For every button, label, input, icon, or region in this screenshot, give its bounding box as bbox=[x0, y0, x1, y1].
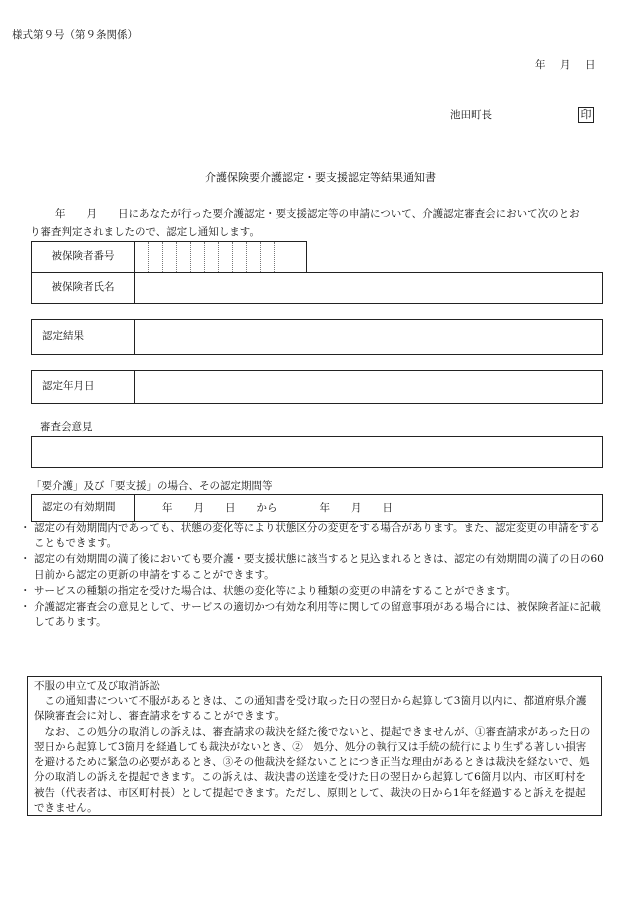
certification-date-label: 認定年月日 bbox=[32, 371, 135, 403]
committee-opinion-box[interactable] bbox=[31, 436, 603, 468]
list-item: ・ 認定の有効期間の満了後においても要介護・要支援状態に該当すると見込まれるときは、認定の有効期間の満了の日の60日前から認定の更新の申請をすることができます。 bbox=[24, 552, 609, 582]
appeal-heading: 不服の申立て及び取消訴訟 bbox=[34, 680, 160, 692]
insured-number-row bbox=[31, 241, 307, 273]
certification-result-label: 認定結果 bbox=[32, 320, 135, 354]
intro-line-1: 年 月 日にあなたが行った要介護認定・要支援認定等の申請について、介護認定審査会において次のとお bbox=[55, 208, 580, 220]
insured-number-label: 被保険者番号 bbox=[32, 242, 135, 272]
validity-period-value: 年 月 日 から 年 月 日 bbox=[162, 502, 393, 514]
certification-date-row[interactable] bbox=[31, 370, 603, 404]
notes-list bbox=[24, 521, 609, 632]
certification-result-row[interactable] bbox=[31, 319, 603, 355]
list-item: ・ サービスの種類の指定を受けた場合は、状態の変化等により種類の変更の申請をすることができます。 bbox=[24, 584, 609, 599]
appeal-notice-box bbox=[27, 676, 602, 816]
page-title: 介護保険要介護認定・要支援認定等結果通知書 bbox=[205, 171, 436, 184]
intro-line-2: り審査判定されましたので、認定し通知します。 bbox=[30, 226, 260, 238]
validity-period-label: 認定の有効期間 bbox=[32, 495, 135, 521]
insured-name-row[interactable] bbox=[31, 272, 603, 304]
period-heading: 「要介護」及び「要支援」の場合、その認定期間等 bbox=[31, 480, 273, 492]
insured-name-label: 被保険者氏名 bbox=[32, 273, 135, 303]
appeal-paragraph-1: この通知書について不服があるときは、この通知書を受け取った日の翌日から起算して3箇月以内に、都道府県介護保険審査会に対し、審査請求をすることができます。 bbox=[34, 695, 587, 723]
list-item: ・ 認定の有効期間内であっても、状態の変化等により状態区分の変更をする場合があります。また、認定変更の申請をすることもできます。 bbox=[24, 521, 609, 551]
issue-date: 年 月 日 bbox=[535, 59, 598, 71]
seal-mark: 印 bbox=[578, 107, 594, 123]
form-number: 様式第９号（第９条関係） bbox=[12, 29, 138, 41]
insured-number-digit-boxes[interactable] bbox=[135, 242, 275, 272]
committee-opinion-label: 審査会意見 bbox=[40, 421, 93, 433]
validity-period-row[interactable] bbox=[31, 494, 603, 522]
issuer-name: 池田町長 bbox=[450, 109, 492, 121]
appeal-paragraph-2: なお、この処分の取消しの訴えは、審査請求の裁決を経た後でないと、提起できませんが、①審査請求があった日の翌日から起算して3箇月を経過しても裁決がないとき、② 処分、処分の執行又は手続の続行により生ずる著しい損害を避けるために緊急の必要があるとき、③その他裁決を経ないことにつき正当な理由があるときは裁決を経ないで、処分の取消しの訴えを提起できます。この訴えは、裁決書の送達を受けた日の翌日から起算して6箇月以内、市区町村を被告（代表者は、市区町村長）として提起できます。ただし、原則として、裁決の日から1年を経過すると訴えを提起できません。 bbox=[34, 725, 591, 814]
list-item: ・ 介護認定審査会の意見として、サービスの適切かつ有効な利用等に関しての留意事項がある場合には、被保険者証に記載してあります。 bbox=[24, 600, 609, 630]
